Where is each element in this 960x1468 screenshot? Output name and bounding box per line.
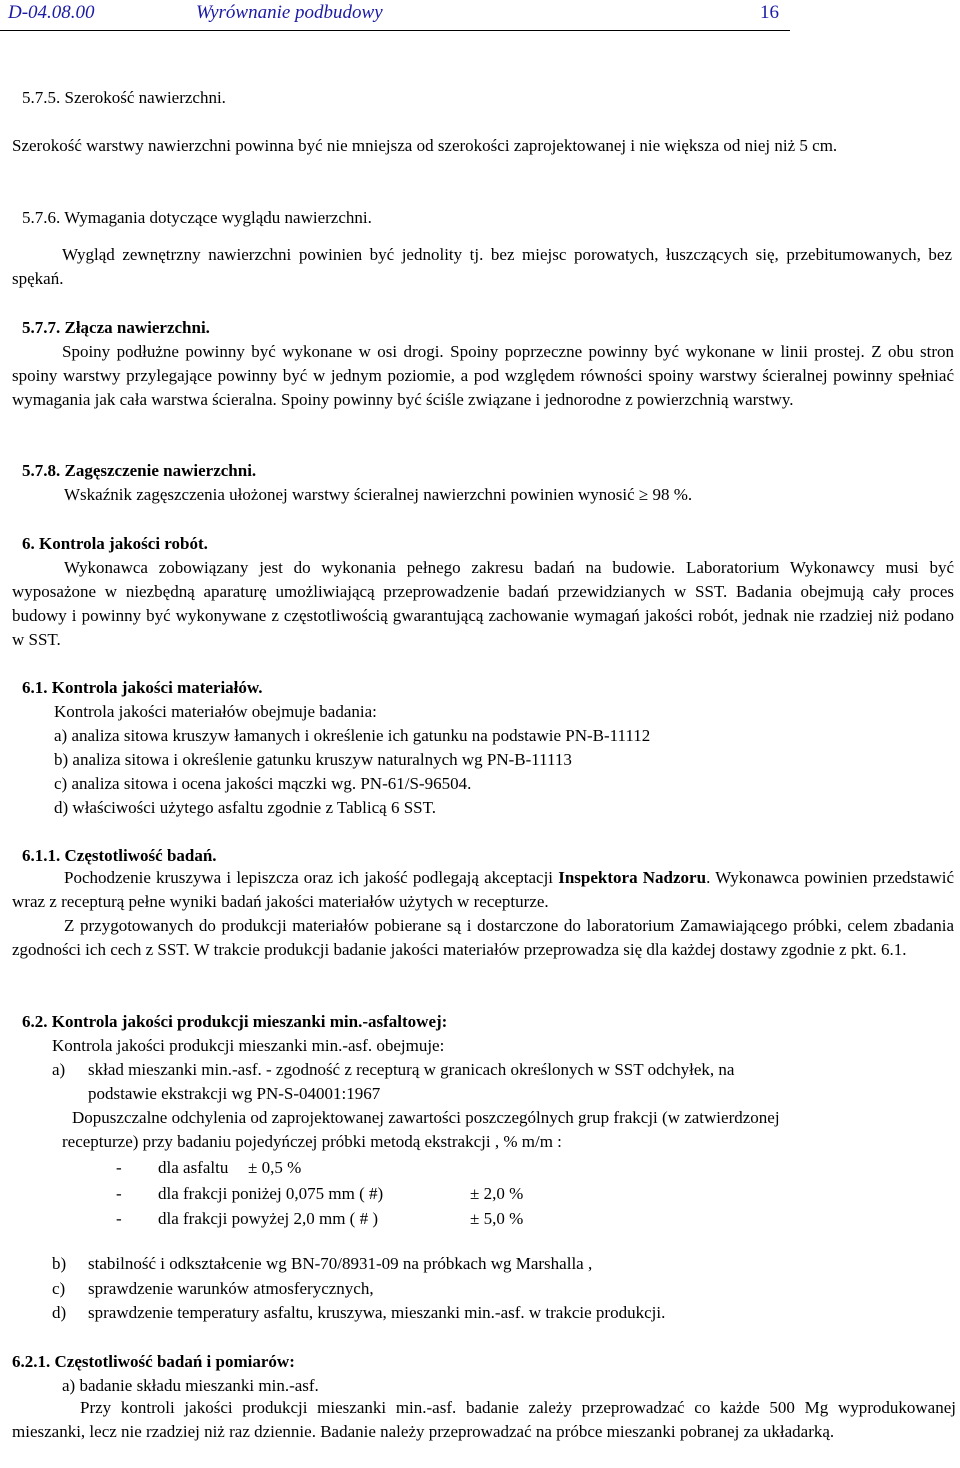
production-item-d: sprawdzenie temperatury asfaltu, kruszywa, mieszanki min.-asf. w trakcie produkcji. [88, 1303, 666, 1322]
materials-item-c: c) analiza sitowa i ocena jakości mączki wg. PN-61/S-96504. [54, 774, 472, 793]
paragraph-6-1-1-b: Z przygotowanych do produkcji materiałów pobierane są i dostarczone do laboratorium Zamawiającego próbki, celem zbadania zgodności ich cech z SST. W trakcie produkcji badanie jakości materiałów przeprowadza się dla każdej dostawy zgodnie z pkt. 6.1. [12, 916, 954, 959]
section-heading-6: 6. Kontrola jakości robót. [22, 534, 208, 553]
tolerance-value-asphalt: ± 0,5 % [248, 1158, 302, 1177]
paragraph-5-7-6: Wygląd zewnętrzny nawierzchni powinien być jednolity tj. bez miejsc porowatych, łuszczących się, przebitumowanych, bez spękań. [12, 245, 952, 288]
tolerance-value-fine: ± 2,0 % [470, 1184, 524, 1203]
section-heading-6-2: 6.2. Kontrola jakości produkcji mieszanki min.-asfaltowej: [22, 1012, 448, 1031]
materials-intro: Kontrola jakości materiałów obejmuje badania: [54, 702, 377, 721]
production-item-a-line2: podstawie ekstrakcji wg PN-S-04001:1967 [88, 1084, 381, 1103]
tolerance-label-coarse: dla frakcji powyżej 2,0 mm ( # ) [158, 1209, 378, 1228]
page-number: 16 [760, 2, 779, 23]
production-intro: Kontrola jakości produkcji mieszanki min.-asf. obejmuje: [52, 1036, 445, 1055]
production-item-d-label: d) [52, 1303, 67, 1322]
paragraph-6-2-1: Przy kontroli jakości produkcji mieszanki min.-asf. badanie zależy przeprowadzać co każde 500 Mg wyprodukowanej mieszanki, lecz nie rzadziej niż raz dziennie. Badanie należy przeprowadzać na próbce mieszanki pobranej za układarką. [12, 1398, 956, 1441]
paragraph-6: Wykonawca zobowiązany jest do wykonania pełnego zakresu badań na budowie. Laboratorium Wykonawcy musi być wyposażone w niezbędną aparaturę umożliwiającą przeprowadzenie badań przewidzianych w SST. Badania obejmują cały proces budowy i powinny być wykonywane z częstotliwością gwarantującą zachowanie wymagań jakości robót, jednak nie rzadziej niż podano w SST. [12, 558, 954, 649]
paragraph-5-7-5: Szerokość warstwy nawierzchni powinna być nie mniejsza od szerokości zaprojektowanej i nie większa od niej niż 5 cm. [12, 136, 838, 155]
section-heading-5-7-8: 5.7.8. Zagęszczenie nawierzchni. [22, 461, 257, 480]
paragraph-5-7-7: Spoiny podłużne powinny być wykonane w osi drogi. Spoiny poprzeczne powinny być wykonane w linii prostej. Z obu stron spoiny warstwy przylegające powinny być w jednym poziomie, a pod względem równości spoiny warstwy ścieralnej powinny spełniać wymagania jak cała warstwa ścieralna. Spoiny powinny być ściśle związane i jednorodne z powierzchnią warstwy. [12, 342, 954, 409]
materials-item-d: d) właściwości użytego asfaltu zgodnie z Tablicą 6 SST. [54, 798, 436, 817]
production-item-b: stabilność i odkształcenie wg BN-70/8931-09 na próbkach wg Marshalla , [88, 1254, 593, 1273]
tolerance-intro-line2: recepturze) przy badaniu pojedyńczej próbki metodą ekstrakcji , % m/m : [62, 1132, 562, 1151]
production-item-b-label: b) [52, 1254, 67, 1273]
tolerance-value-coarse: ± 5,0 % [470, 1209, 524, 1228]
materials-item-b: b) analiza sitowa i określenie gatunku kruszyw naturalnych wg PN-B-11113 [54, 750, 572, 769]
paragraph-6-1-1-a [12, 866, 954, 914]
document-title: Wyrównanie podbudowy [196, 2, 383, 23]
inspector-name: Inspektora Nadzoru [558, 868, 707, 887]
section-heading-6-2-1: 6.2.1. Częstotliwość badań i pomiarów: [12, 1352, 295, 1371]
production-item-c: sprawdzenie warunków atmosferycznych, [88, 1279, 374, 1298]
tolerance-intro-line1: Dopuszczalne odchylenia od zaprojektowanej zawartości poszczególnych grup frakcji (w zatwierdzonej [72, 1108, 780, 1127]
page-header [0, 0, 790, 31]
tolerance-dash: - [116, 1209, 122, 1228]
section-heading-5-7-6: 5.7.6. Wymagania dotyczące wyglądu nawierzchni. [22, 208, 372, 227]
production-item-a-label: a) [52, 1060, 66, 1079]
frequency-subitem-a: a) badanie składu mieszanki min.-asf. [62, 1376, 319, 1395]
paragraph-6-1-1-a-end: . Wykonawca powinien przedstawić wraz z recepturą pełne wyniki badań jakości materiałów użytych w recepturze. [12, 868, 954, 911]
section-heading-6-1-1: 6.1.1. Częstotliwość badań. [22, 846, 217, 865]
document-code: D-04.08.00 [8, 2, 95, 23]
materials-item-a: a) analiza sitowa kruszyw łamanych i określenie ich gatunku na podstawie PN-B-11112 [54, 726, 651, 745]
section-heading-6-1: 6.1. Kontrola jakości materiałów. [22, 678, 263, 697]
section-heading-5-7-5: 5.7.5. Szerokość nawierzchni. [22, 88, 226, 107]
production-item-c-label: c) [52, 1279, 66, 1298]
tolerance-label-fine: dla frakcji poniżej 0,075 mm ( #) [158, 1184, 384, 1203]
tolerance-dash: - [116, 1158, 122, 1177]
paragraph-5-7-8: Wskaźnik zagęszczenia ułożonej warstwy ścieralnej nawierzchni powinien wynosić ≥ 98 %. [64, 485, 693, 504]
tolerance-dash: - [116, 1184, 122, 1203]
tolerance-label-asphalt: dla asfaltu [158, 1158, 229, 1177]
production-item-a-line1: skład mieszanki min.-asf. - zgodność z recepturą w granicach określonych w SST odchyłek, na [88, 1060, 735, 1079]
paragraph-6-1-1-a-start: Pochodzenie kruszywa i lepiszcza oraz ich jakość podlegają akceptacji [64, 868, 559, 887]
section-heading-5-7-7: 5.7.7. Złącza nawierzchni. [22, 318, 210, 337]
